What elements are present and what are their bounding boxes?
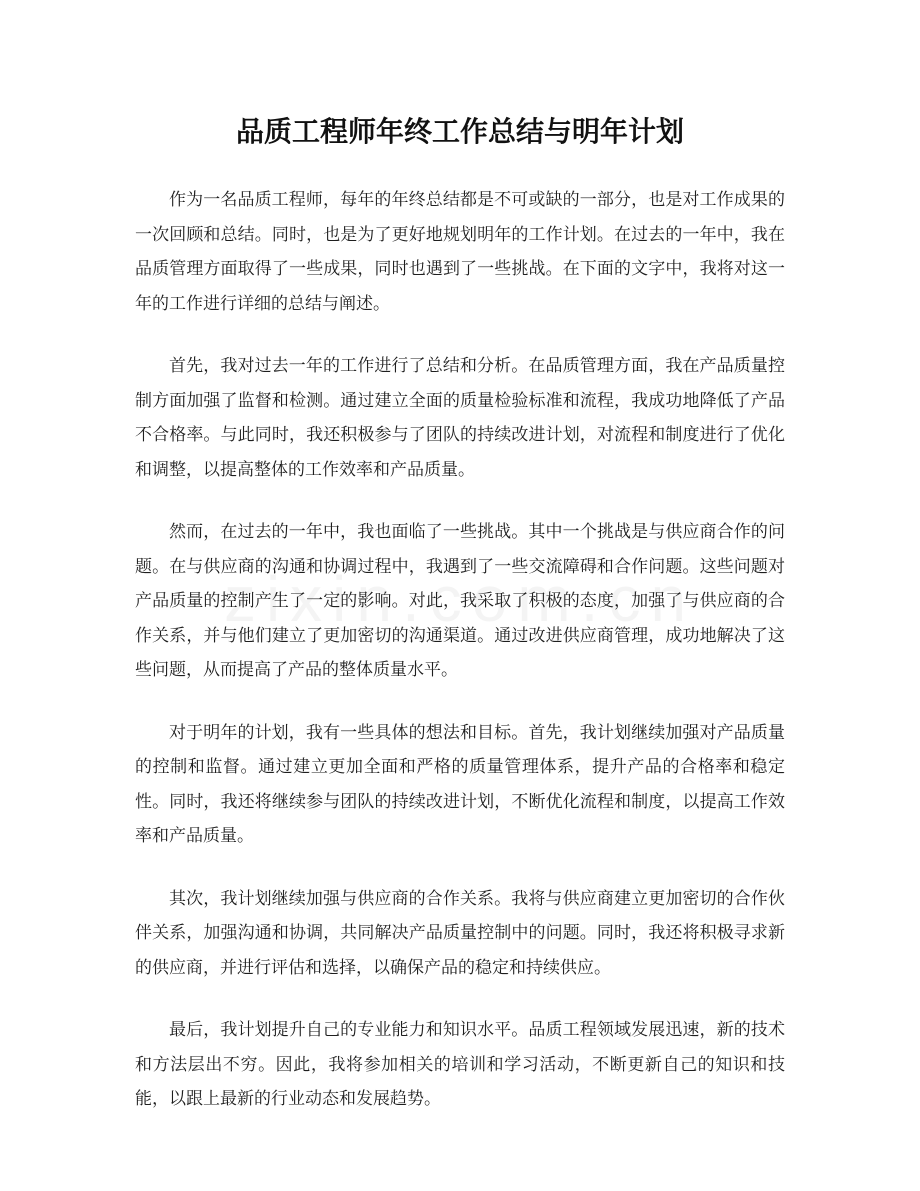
paragraph-plan-suppliers: 其次，我计划继续加强与供应商的合作关系。我将与供应商建立更加密切的合作伙伴关系，加强沟通和协调，共同解决产品质量控制中的问题。同时，我还将积极寻求新的供应商，并进行评估和选择，以确保产品的稳定和持续供应。 xyxy=(135,888,785,978)
paragraph-review: 首先，我对过去一年的工作进行了总结和分析。在品质管理方面，我在产品质量控制方面加强了监督和检测。通过建立全面的质量检验标准和流程，我成功地降低了产品不合格率。与此同时，我还积极参与了团队的持续改进计划，对流程和制度进行了优化和调整，以提高整体的工作效率和产品质量。 xyxy=(135,356,785,480)
paragraph-intro: 作为一名品质工程师，每年的年终总结都是不可或缺的一部分，也是对工作成果的一次回顾和总结。同时，也是为了更好地规划明年的工作计划。在过去的一年中，我在品质管理方面取得了一些成果，同时也遇到了一些挑战。在下面的文字中，我将对这一年的工作进行详细的总结与阐述。 xyxy=(135,190,785,314)
document-title: 品质工程师年终工作总结与明年计划 xyxy=(235,115,684,148)
paragraph-plan-quality: 对于明年的计划，我有一些具体的想法和目标。首先，我计划继续加强对产品质量的控制和监督。通过建立更加全面和严格的质量管理体系，提升产品的合格率和稳定性。同时，我还将继续参与团队的持续改进计划，不断优化流程和制度，以提高工作效率和产品质量。 xyxy=(135,722,785,846)
paragraph-plan-skills: 最后，我计划提升自己的专业能力和知识水平。品质工程领域发展迅速，新的技术和方法层出不穷。因此，我将参加相关的培训和学习活动，不断更新自己的知识和技能，以跟上最新的行业动态和发展趋势。 xyxy=(135,1020,785,1109)
document-body xyxy=(135,183,785,1145)
paragraph-challenges: 然而，在过去的一年中，我也面临了一些挑战。其中一个挑战是与供应商合作的问题。在与供应商的沟通和协调过程中，我遇到了一些交流障碍和合作问题。这些问题对产品质量的控制产生了一定的影响。对此，我采取了积极的态度，加强了与供应商的合作关系，并与他们建立了更加密切的沟通渠道。通过改进供应商管理，成功地解决了这些问题，从而提高了产品的整体质量水平。 xyxy=(135,522,785,680)
